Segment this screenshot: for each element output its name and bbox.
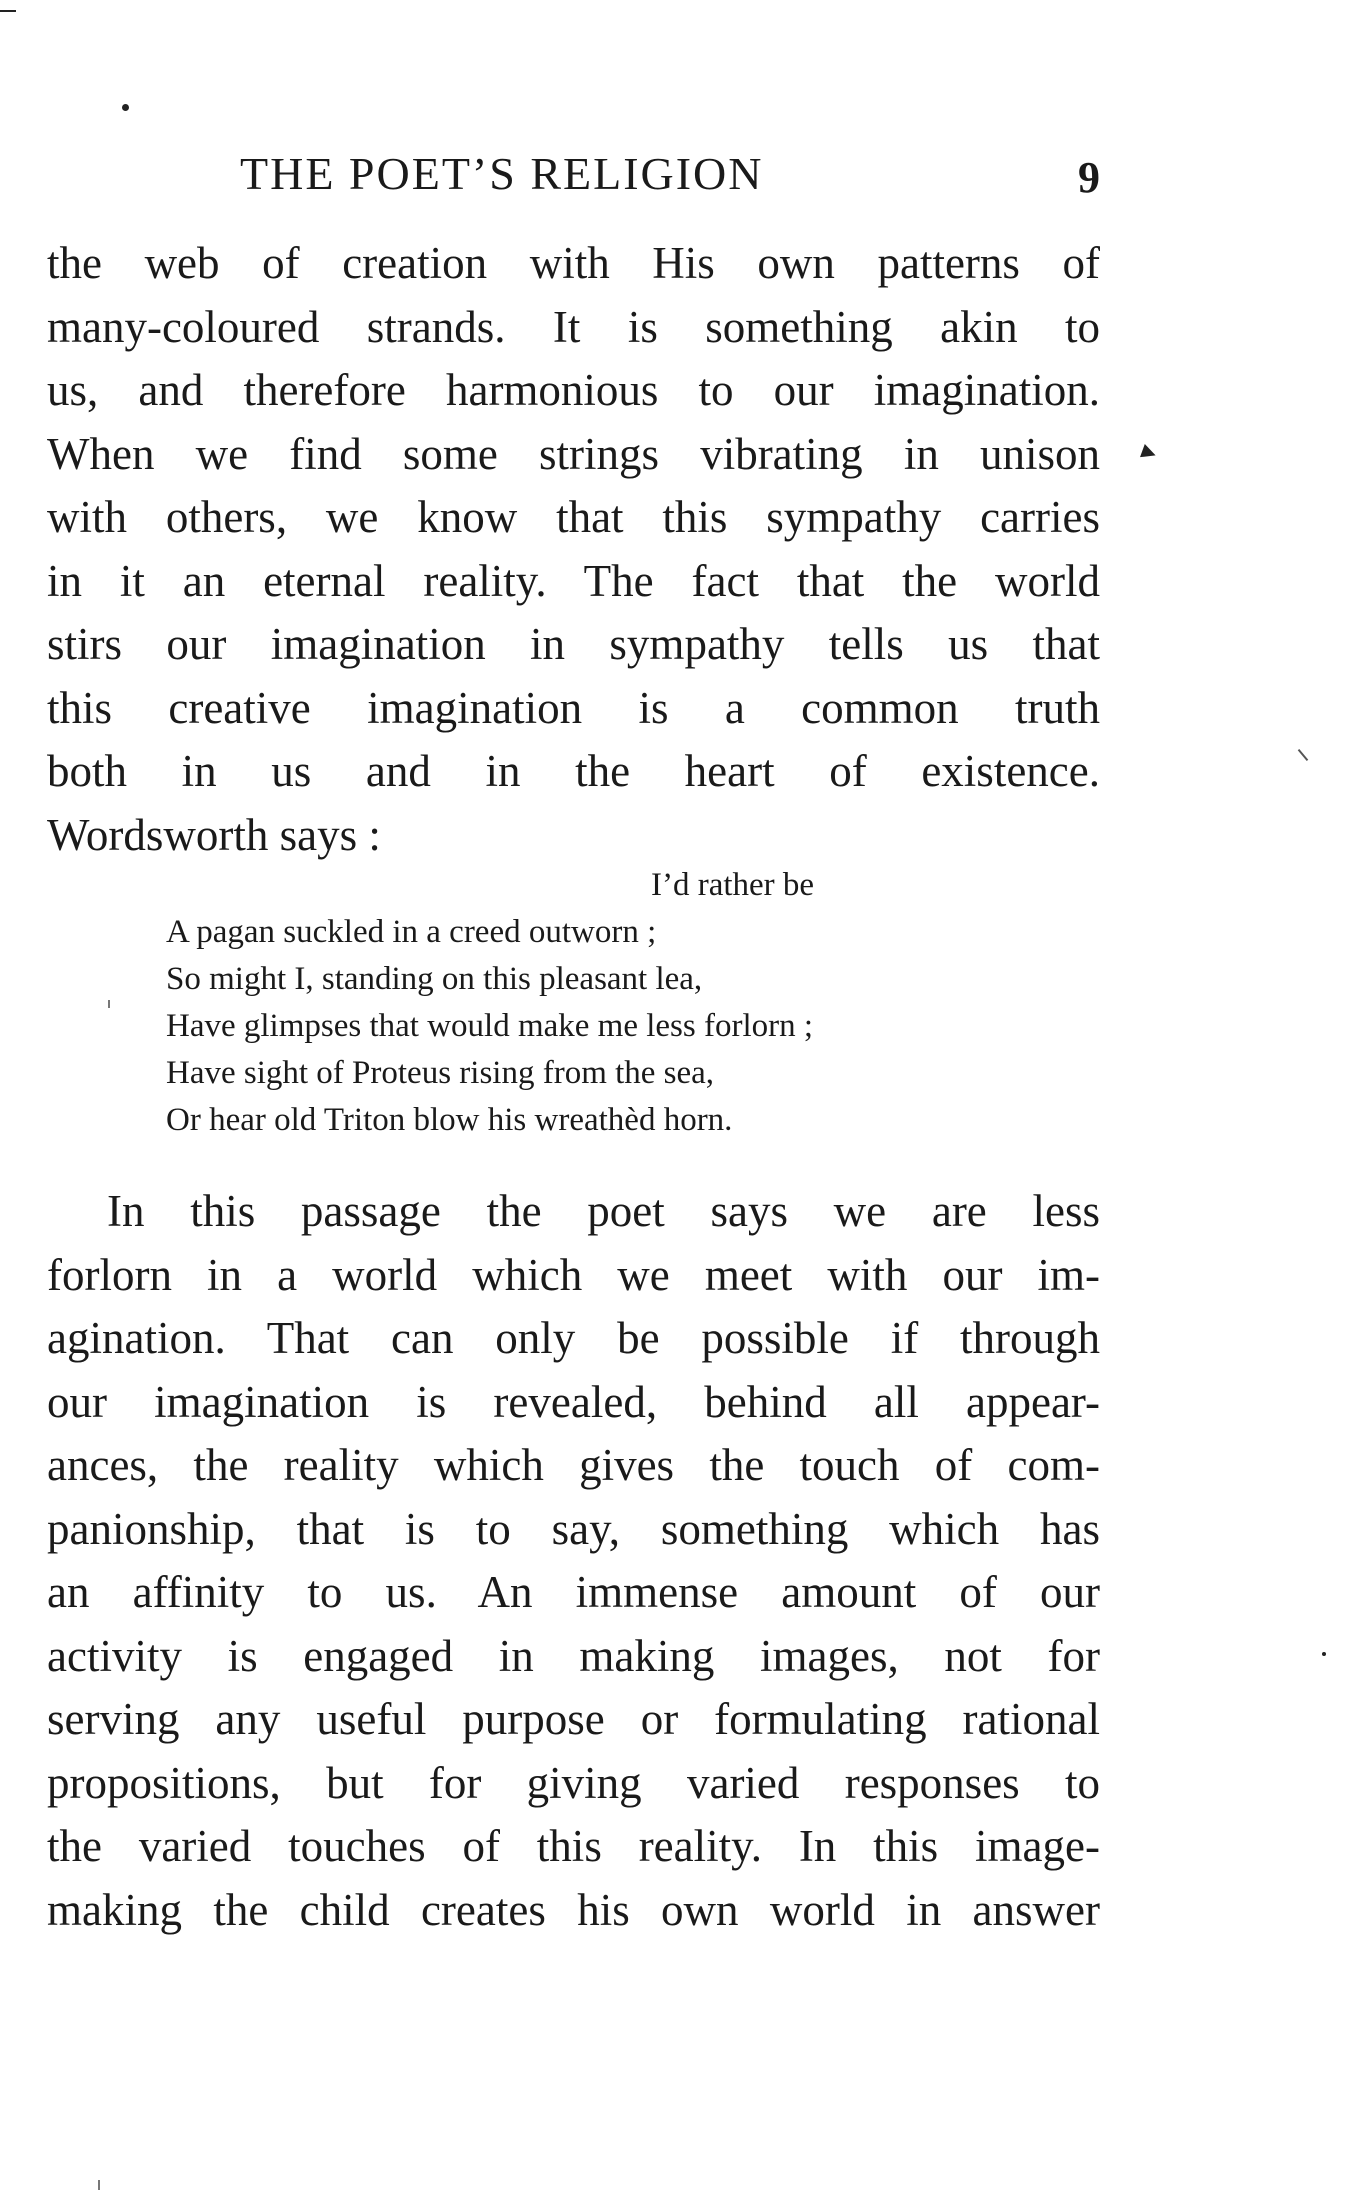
scan-dot-mark [122, 104, 129, 111]
running-head [240, 148, 1100, 208]
paragraph-2 [47, 1180, 1100, 1942]
text-line: activity is engaged in making images, not for [47, 1630, 1100, 1681]
text-line: us, and therefore harmonious to our imagination. [47, 365, 1100, 415]
text-line: Wordsworth says : [47, 809, 381, 860]
scan-speck [108, 1000, 110, 1008]
verse-line: Or hear old Triton blow his wreathèd horn. [166, 1102, 733, 1138]
running-title: THE POET’S RELIGION [240, 148, 764, 199]
text-line: many-coloured strands. It is something akin to [47, 301, 1100, 352]
page-number: 9 [1078, 153, 1100, 202]
text-line: our imagination is revealed, behind all appear- [47, 1376, 1100, 1427]
verse-line: A pagan suckled in a creed outworn ; [166, 914, 657, 950]
text-line: stirs our imagination in sympathy tells us that [47, 619, 1100, 669]
text-line: both in us and in the heart of existence. [47, 746, 1100, 796]
verse-line: Have glimpses that would make me less forlorn ; [166, 1008, 814, 1044]
text-line: agination. That can only be possible if through [47, 1313, 1100, 1363]
text-line: an affinity to us. An immense amount of our [47, 1567, 1100, 1617]
text-line: with others, we know that this sympathy carries [47, 492, 1100, 542]
scan-speck [1298, 749, 1309, 761]
text-line: In this passage the poet says we are less [107, 1186, 1100, 1236]
text-line: forlorn in a world which we meet with our im- [47, 1249, 1100, 1300]
text-line: in it an eternal reality. The fact that the world [47, 555, 1100, 606]
text-line: the varied touches of this reality. In this image- [47, 1821, 1100, 1871]
verse-quotation [166, 862, 1066, 1144]
text-line: serving any useful purpose or formulating rational [47, 1694, 1100, 1744]
margin-arrow-mark [1140, 444, 1158, 462]
text-line: this creative imagination is a common truth [47, 682, 1100, 733]
scan-speck [98, 2180, 100, 2190]
text-line: panionship, that is to say, something which has [47, 1503, 1100, 1554]
text-line: propositions, but for giving varied responses to [47, 1757, 1100, 1808]
paragraph-1 [47, 232, 1100, 867]
verse-line: I’d rather be [651, 867, 815, 903]
verse-line: Have sight of Proteus rising from the sea, [166, 1055, 715, 1091]
text-line: the web of creation with His own patterns of [47, 238, 1100, 288]
text-line: ances, the reality which gives the touch of com- [47, 1440, 1100, 1490]
text-line: When we find some strings vibrating in unison [47, 428, 1100, 479]
scan-speck [1322, 1652, 1326, 1656]
text-line: making the child creates his own world in answer [47, 1884, 1100, 1935]
scan-corner-mark [0, 10, 16, 12]
verse-line: So might I, standing on this pleasant lea, [166, 961, 703, 997]
